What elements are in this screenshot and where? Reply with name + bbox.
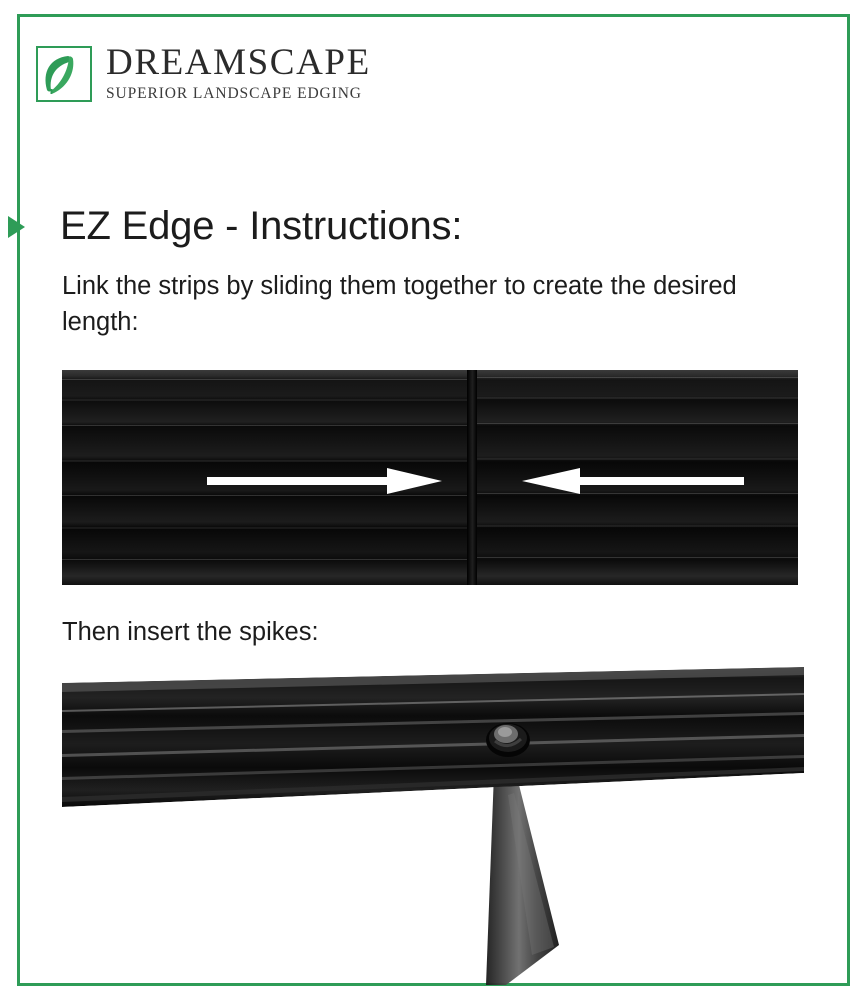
brand-name: DREAMSCAPE [106,42,371,83]
figure-strips-joining [62,370,798,585]
page-border-top [17,14,850,17]
figure-spike-insert [62,655,822,985]
page-border-right [847,14,850,986]
arrow-left-icon [522,468,744,494]
step-1-instruction: Link the strips by sliding them together to create the desired length: [62,272,737,337]
page-border-left [17,14,20,986]
brand-tagline: SUPERIOR LANDSCAPE EDGING [106,85,362,102]
green-arrow-bullet-icon [8,216,25,238]
leaf-logo-icon [36,46,92,102]
strip-seam [467,370,477,585]
brand-logo [36,44,371,102]
arrow-right-icon [207,468,442,494]
step-2-instruction: Then insert the spikes: [62,618,319,646]
page-title: EZ Edge - Instructions: [60,204,463,248]
